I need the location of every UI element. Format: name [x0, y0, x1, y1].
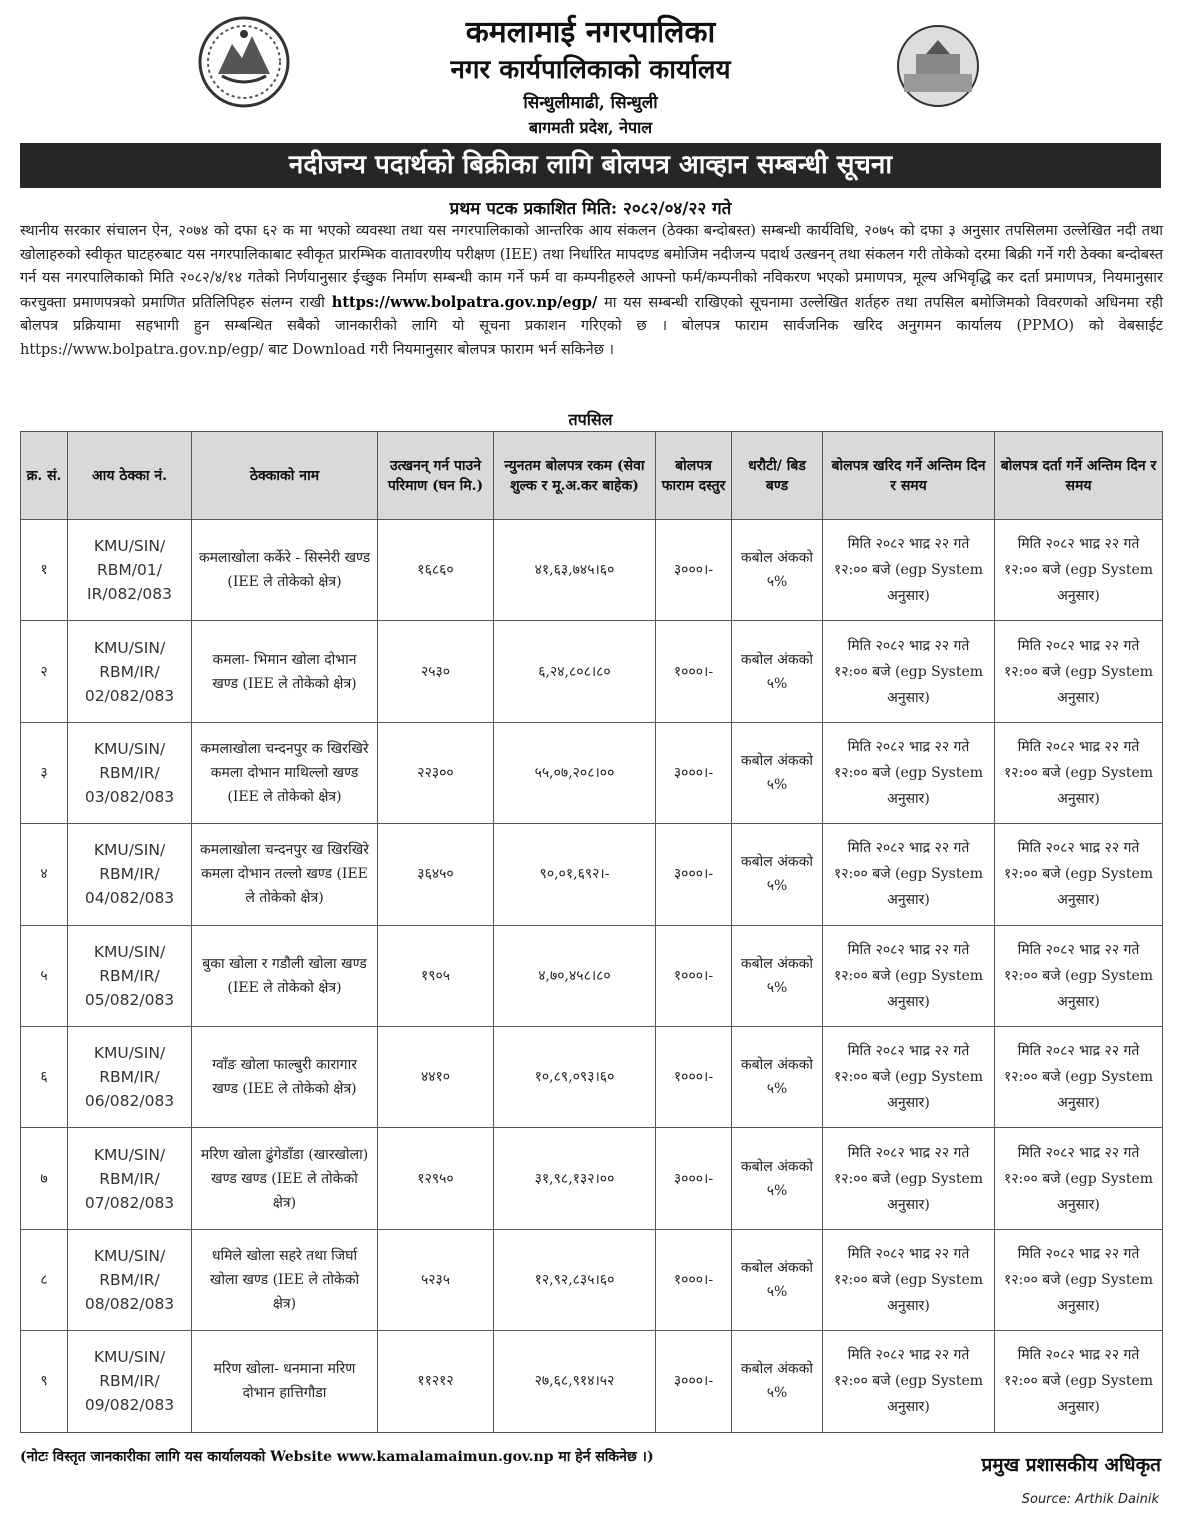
tender-table: [20, 431, 1163, 1433]
table-row: [21, 925, 1163, 1026]
cell-bid-bond: कबोल अंकको ५%: [732, 1026, 823, 1127]
cell-registration-deadline: मिति २०८२ भाद्र २२ गते १२:०० बजे (egp System अनुसार): [995, 1128, 1163, 1229]
cell-sn: ३: [21, 722, 68, 823]
cell-sn: ९: [21, 1331, 68, 1432]
cell-purchase-deadline: मिति २०८२ भाद्र २२ गते १२:०० बजे (egp System अनुसार): [823, 1229, 995, 1330]
cell-bid-bond: कबोल अंकको ५%: [732, 520, 823, 621]
cell-min-amount: १०,८९,०९३।६०: [494, 1026, 656, 1127]
cell-purchase-deadline: मिति २०८२ भाद्र २२ गते १२:०० बजे (egp System अनुसार): [823, 621, 995, 722]
header-sn: क्र. सं.: [21, 432, 68, 520]
header-purchase-deadline: बोलपत्र खरिद गर्ने अन्तिम दिन र समय: [823, 432, 995, 520]
office-location: सिन्धुलीमाढी, सिन्धुली: [523, 93, 658, 113]
cell-code: KMU/SIN/ RBM/01/ IR/082/083: [68, 520, 192, 621]
cell-code: KMU/SIN/ RBM/IR/ 06/082/083: [68, 1026, 192, 1127]
table-row: [21, 1229, 1163, 1330]
cell-min-amount: ४१,६३,७४५।६०: [494, 520, 656, 621]
cell-name: कमलाखोला चन्दनपुर ख खिरखिरे कमला दोभान तल्लो खण्ड (IEE ले तोकेको क्षेत्र): [192, 824, 378, 925]
cell-name: ग्वाँङ खोला फाल्बुरी कारागार खण्ड (IEE ले तोकेको क्षेत्र): [192, 1026, 378, 1127]
notice-body-part2: मा यस सम्बन्धी राखिएको सूचनामा उल्लेखित शर्तहरु तथा तपसिल बमोजिमको विवरणको अधिनमा रही बोलपत्र प्रक्रियामा सहभागी हुन सम्बन्धित सबैको जानकारीको लागि यो सूचना प्रकाशन गरिएको छ । बोलपत्र फाराम सार्वजनिक खरिद अनुगमन कार्यालय (PPMO) को वेबसाईट https://www.bolpatra.gov.np/egp/ बाट Download गरी नियमानुसार बोलपत्र फाराम भर्न सकिनेछ ।: [20, 294, 1164, 358]
cell-registration-deadline: मिति २०८२ भाद्र २२ गते १२:०० बजे (egp System अनुसार): [995, 621, 1163, 722]
cell-quantity: २२३००: [378, 722, 494, 823]
cell-quantity: १६८६०: [378, 520, 494, 621]
cell-sn: ८: [21, 1229, 68, 1330]
cell-quantity: ३६४५०: [378, 824, 494, 925]
cell-min-amount: ५५,०७,२०८।००: [494, 722, 656, 823]
table-row: [21, 1331, 1163, 1432]
cell-form-fee: ३०००।-: [656, 722, 732, 823]
municipality-name: कमलामाई नगरपालिका: [465, 15, 716, 50]
table-row: [21, 621, 1163, 722]
cell-name: कमलाखोला कर्केरे - सिस्नेरी खण्ड (IEE ले तोकेको क्षेत्र): [192, 520, 378, 621]
cell-name: कमलाखोला चन्दनपुर क खिरखिरे कमला दोभान माथिल्लो खण्ड (IEE ले तोकेको क्षेत्र): [192, 722, 378, 823]
cell-min-amount: ६,२४,८०८।८०: [494, 621, 656, 722]
cell-code: KMU/SIN/ RBM/IR/ 04/082/083: [68, 824, 192, 925]
cell-min-amount: १२,९२,८३५।६०: [494, 1229, 656, 1330]
cell-registration-deadline: मिति २०८२ भाद्र २२ गते १२:०० बजे (egp System अनुसार): [995, 925, 1163, 1026]
notice-body: [20, 220, 1163, 362]
cell-form-fee: १०००।-: [656, 1026, 732, 1127]
cell-registration-deadline: मिति २०८२ भाद्र २२ गते १२:०० बजे (egp System अनुसार): [995, 1331, 1163, 1432]
cell-quantity: २५३०: [378, 621, 494, 722]
cell-sn: ४: [21, 824, 68, 925]
cell-name: मरिण खोला ढुंगेडाँडा (खारखोला) खण्ड खण्ड (IEE ले तोकेको क्षेत्र): [192, 1128, 378, 1229]
cell-form-fee: ३०००।-: [656, 824, 732, 925]
cell-sn: ६: [21, 1026, 68, 1127]
cell-quantity: ५२३५: [378, 1229, 494, 1330]
notice-body-part1: स्थानीय सरकार संचालन ऐन, २०७४ को दफा ६२ क मा भएको व्यवस्था तथा यस नगरपालिकाको आन्तरिक आय संकलन (ठेक्का बन्दोबस्त) सम्बन्धी कार्यविधि, २०७५ को दफा ३ अनुसार तपसिलमा उल्लेखित नदी तथा खोलाहरुको स्वीकृत घाटहरुबाट यस नगरपालिकाबाट स्वीकृत प्रारम्भिक वातावरणीय परीक्षण (IEE) तथा निर्धारित मापदण्ड बमोजिम नदीजन्य पदार्थ उत्खनन् तथा संकलन गरी तोकेको दरमा बिक्री गर्ने गरी ठेक्का बन्दोबस्त गर्न यस नगरपालिकाको मिति २०८२/४/१४ गतेको निर्णयानुसार ईच्छुक निर्माण सम्बन्धी काम गर्ने फर्म वा कम्पनीहरुले आफ्नो फर्म/कम्पनीको नविकरण भएको प्रमाणपत्र, मूल्य अभिवृद्धि कर दर्ता प्रमाणपत्र, नियमानुसार करचुक्ता प्रमाणपत्रको प्रमाणित प्रतिलिपिहरु संलग्न राखी: [20, 223, 1163, 311]
cell-code: KMU/SIN/ RBM/IR/ 05/082/083: [68, 925, 192, 1026]
cell-name: मरिण खोला- धनमाना मरिण दोभान हात्तिगौडा: [192, 1331, 378, 1432]
cell-registration-deadline: मिति २०८२ भाद्र २२ गते १२:०० बजे (egp System अनुसार): [995, 1026, 1163, 1127]
cell-registration-deadline: मिति २०८२ भाद्र २२ गते १२:०० बजे (egp System अनुसार): [995, 520, 1163, 621]
cell-form-fee: १०००।-: [656, 925, 732, 1026]
cell-form-fee: १०००।-: [656, 1229, 732, 1330]
cell-min-amount: २७,६८,९१४।५२: [494, 1331, 656, 1432]
cell-quantity: १९०५: [378, 925, 494, 1026]
bolpatra-link[interactable]: https://www.bolpatra.gov.np/egp/: [331, 293, 598, 311]
cell-registration-deadline: मिति २०८२ भाद्र २२ गते १२:०० बजे (egp System अनुसार): [995, 1229, 1163, 1330]
publication-date: प्रथम पटक प्रकाशित मिति: २०८२/०४/२२ गते: [449, 199, 732, 219]
table-header-row: [21, 432, 1163, 520]
cell-name: बुका खोला र गडौली खोला खण्ड (IEE ले तोकेको क्षेत्र): [192, 925, 378, 1026]
header-quantity: उत्खनन् गर्न पाउने परिमाण (घन मि.): [378, 432, 494, 520]
table-row: [21, 520, 1163, 621]
cell-sn: ७: [21, 1128, 68, 1229]
cell-registration-deadline: मिति २०८२ भाद्र २२ गते १२:०० बजे (egp System अनुसार): [995, 824, 1163, 925]
cell-purchase-deadline: मिति २०८२ भाद्र २२ गते १२:०० बजे (egp System अनुसार): [823, 1331, 995, 1432]
header-form-fee: बोलपत्र फाराम दस्तुर: [656, 432, 732, 520]
cell-min-amount: ४,७०,४५८।८०: [494, 925, 656, 1026]
cell-code: KMU/SIN/ RBM/IR/ 08/082/083: [68, 1229, 192, 1330]
table-row: [21, 1026, 1163, 1127]
header-code: आय ठेक्का नं.: [68, 432, 192, 520]
cell-bid-bond: कबोल अंकको ५%: [732, 1229, 823, 1330]
cell-form-fee: १०००।-: [656, 621, 732, 722]
cell-min-amount: ९०,०१,६९२।-: [494, 824, 656, 925]
cell-form-fee: ३०००।-: [656, 520, 732, 621]
cell-bid-bond: कबोल अंकको ५%: [732, 824, 823, 925]
header-min-amount: न्युनतम बोलपत्र रकम (सेवा शुल्क र मू.अ.कर बाहेक): [494, 432, 656, 520]
cell-purchase-deadline: मिति २०८२ भाद्र २२ गते १२:०० बजे (egp System अनुसार): [823, 520, 995, 621]
header-registration-deadline: बोलपत्र दर्ता गर्ने अन्तिम दिन र समय: [995, 432, 1163, 520]
source-credit: Source: Arthik Dainik: [1021, 1492, 1159, 1507]
cell-sn: १: [21, 520, 68, 621]
cell-quantity: ११२१२: [378, 1331, 494, 1432]
cell-purchase-deadline: मिति २०८२ भाद्र २२ गते १२:०० बजे (egp System अनुसार): [823, 1128, 995, 1229]
cell-purchase-deadline: मिति २०८२ भाद्र २२ गते १२:०० बजे (egp System अनुसार): [823, 925, 995, 1026]
cell-form-fee: ३०००।-: [656, 1128, 732, 1229]
cell-bid-bond: कबोल अंकको ५%: [732, 621, 823, 722]
cell-purchase-deadline: मिति २०८२ भाद्र २२ गते १२:०० बजे (egp System अनुसार): [823, 1026, 995, 1127]
cell-code: KMU/SIN/ RBM/IR/ 02/082/083: [68, 621, 192, 722]
office-province: बागमती प्रदेश, नेपाल: [528, 118, 653, 137]
table-row: [21, 824, 1163, 925]
cell-code: KMU/SIN/ RBM/IR/ 03/082/083: [68, 722, 192, 823]
cell-sn: ५: [21, 925, 68, 1026]
header-name: ठेक्काको नाम: [192, 432, 378, 520]
cell-bid-bond: कबोल अंकको ५%: [732, 722, 823, 823]
cell-code: KMU/SIN/ RBM/IR/ 09/082/083: [68, 1331, 192, 1432]
signatory-title: प्रमुख प्रशासकीय अधिकृत: [981, 1454, 1161, 1476]
cell-registration-deadline: मिति २०८२ भाद्र २२ गते १२:०० बजे (egp System अनुसार): [995, 722, 1163, 823]
cell-bid-bond: कबोल अंकको ५%: [732, 925, 823, 1026]
cell-bid-bond: कबोल अंकको ५%: [732, 1128, 823, 1229]
cell-purchase-deadline: मिति २०८२ भाद्र २२ गते १२:०० बजे (egp System अनुसार): [823, 722, 995, 823]
cell-name: धमिले खोला सहरे तथा जिर्घा खोला खण्ड (IEE ले तोकेको क्षेत्र): [192, 1229, 378, 1330]
cell-min-amount: ३१,९८,१३२।००: [494, 1128, 656, 1229]
cell-code: KMU/SIN/ RBM/IR/ 07/082/083: [68, 1128, 192, 1229]
cell-quantity: ४४१०: [378, 1026, 494, 1127]
header-bid-bond: धरौटी/ बिड बण्ड: [732, 432, 823, 520]
cell-form-fee: ३०००।-: [656, 1331, 732, 1432]
footer-note: (नोटः विस्तृत जानकारीका लागि यस कार्यालयको Website www.kamalamaimun.gov.np मा हेर्न सकिनेछ ।): [20, 1449, 654, 1465]
cell-bid-bond: कबोल अंकको ५%: [732, 1331, 823, 1432]
table-row: [21, 722, 1163, 823]
notice-header: [0, 0, 1181, 140]
table-row: [21, 1128, 1163, 1229]
cell-quantity: १२९५०: [378, 1128, 494, 1229]
office-name: नगर कार्यपालिकाको कार्यालय: [450, 55, 731, 85]
notice-title-banner: नदीजन्य पदार्थको बिक्रीका लागि बोलपत्र आव्हान सम्बन्धी सूचना: [20, 143, 1161, 188]
cell-name: कमला- भिमान खोला दोभान खण्ड (IEE ले तोकेको क्षेत्र): [192, 621, 378, 722]
schedule-title: तपसिल: [568, 410, 613, 429]
cell-sn: २: [21, 621, 68, 722]
cell-purchase-deadline: मिति २०८२ भाद्र २२ गते १२:०० बजे (egp System अनुसार): [823, 824, 995, 925]
